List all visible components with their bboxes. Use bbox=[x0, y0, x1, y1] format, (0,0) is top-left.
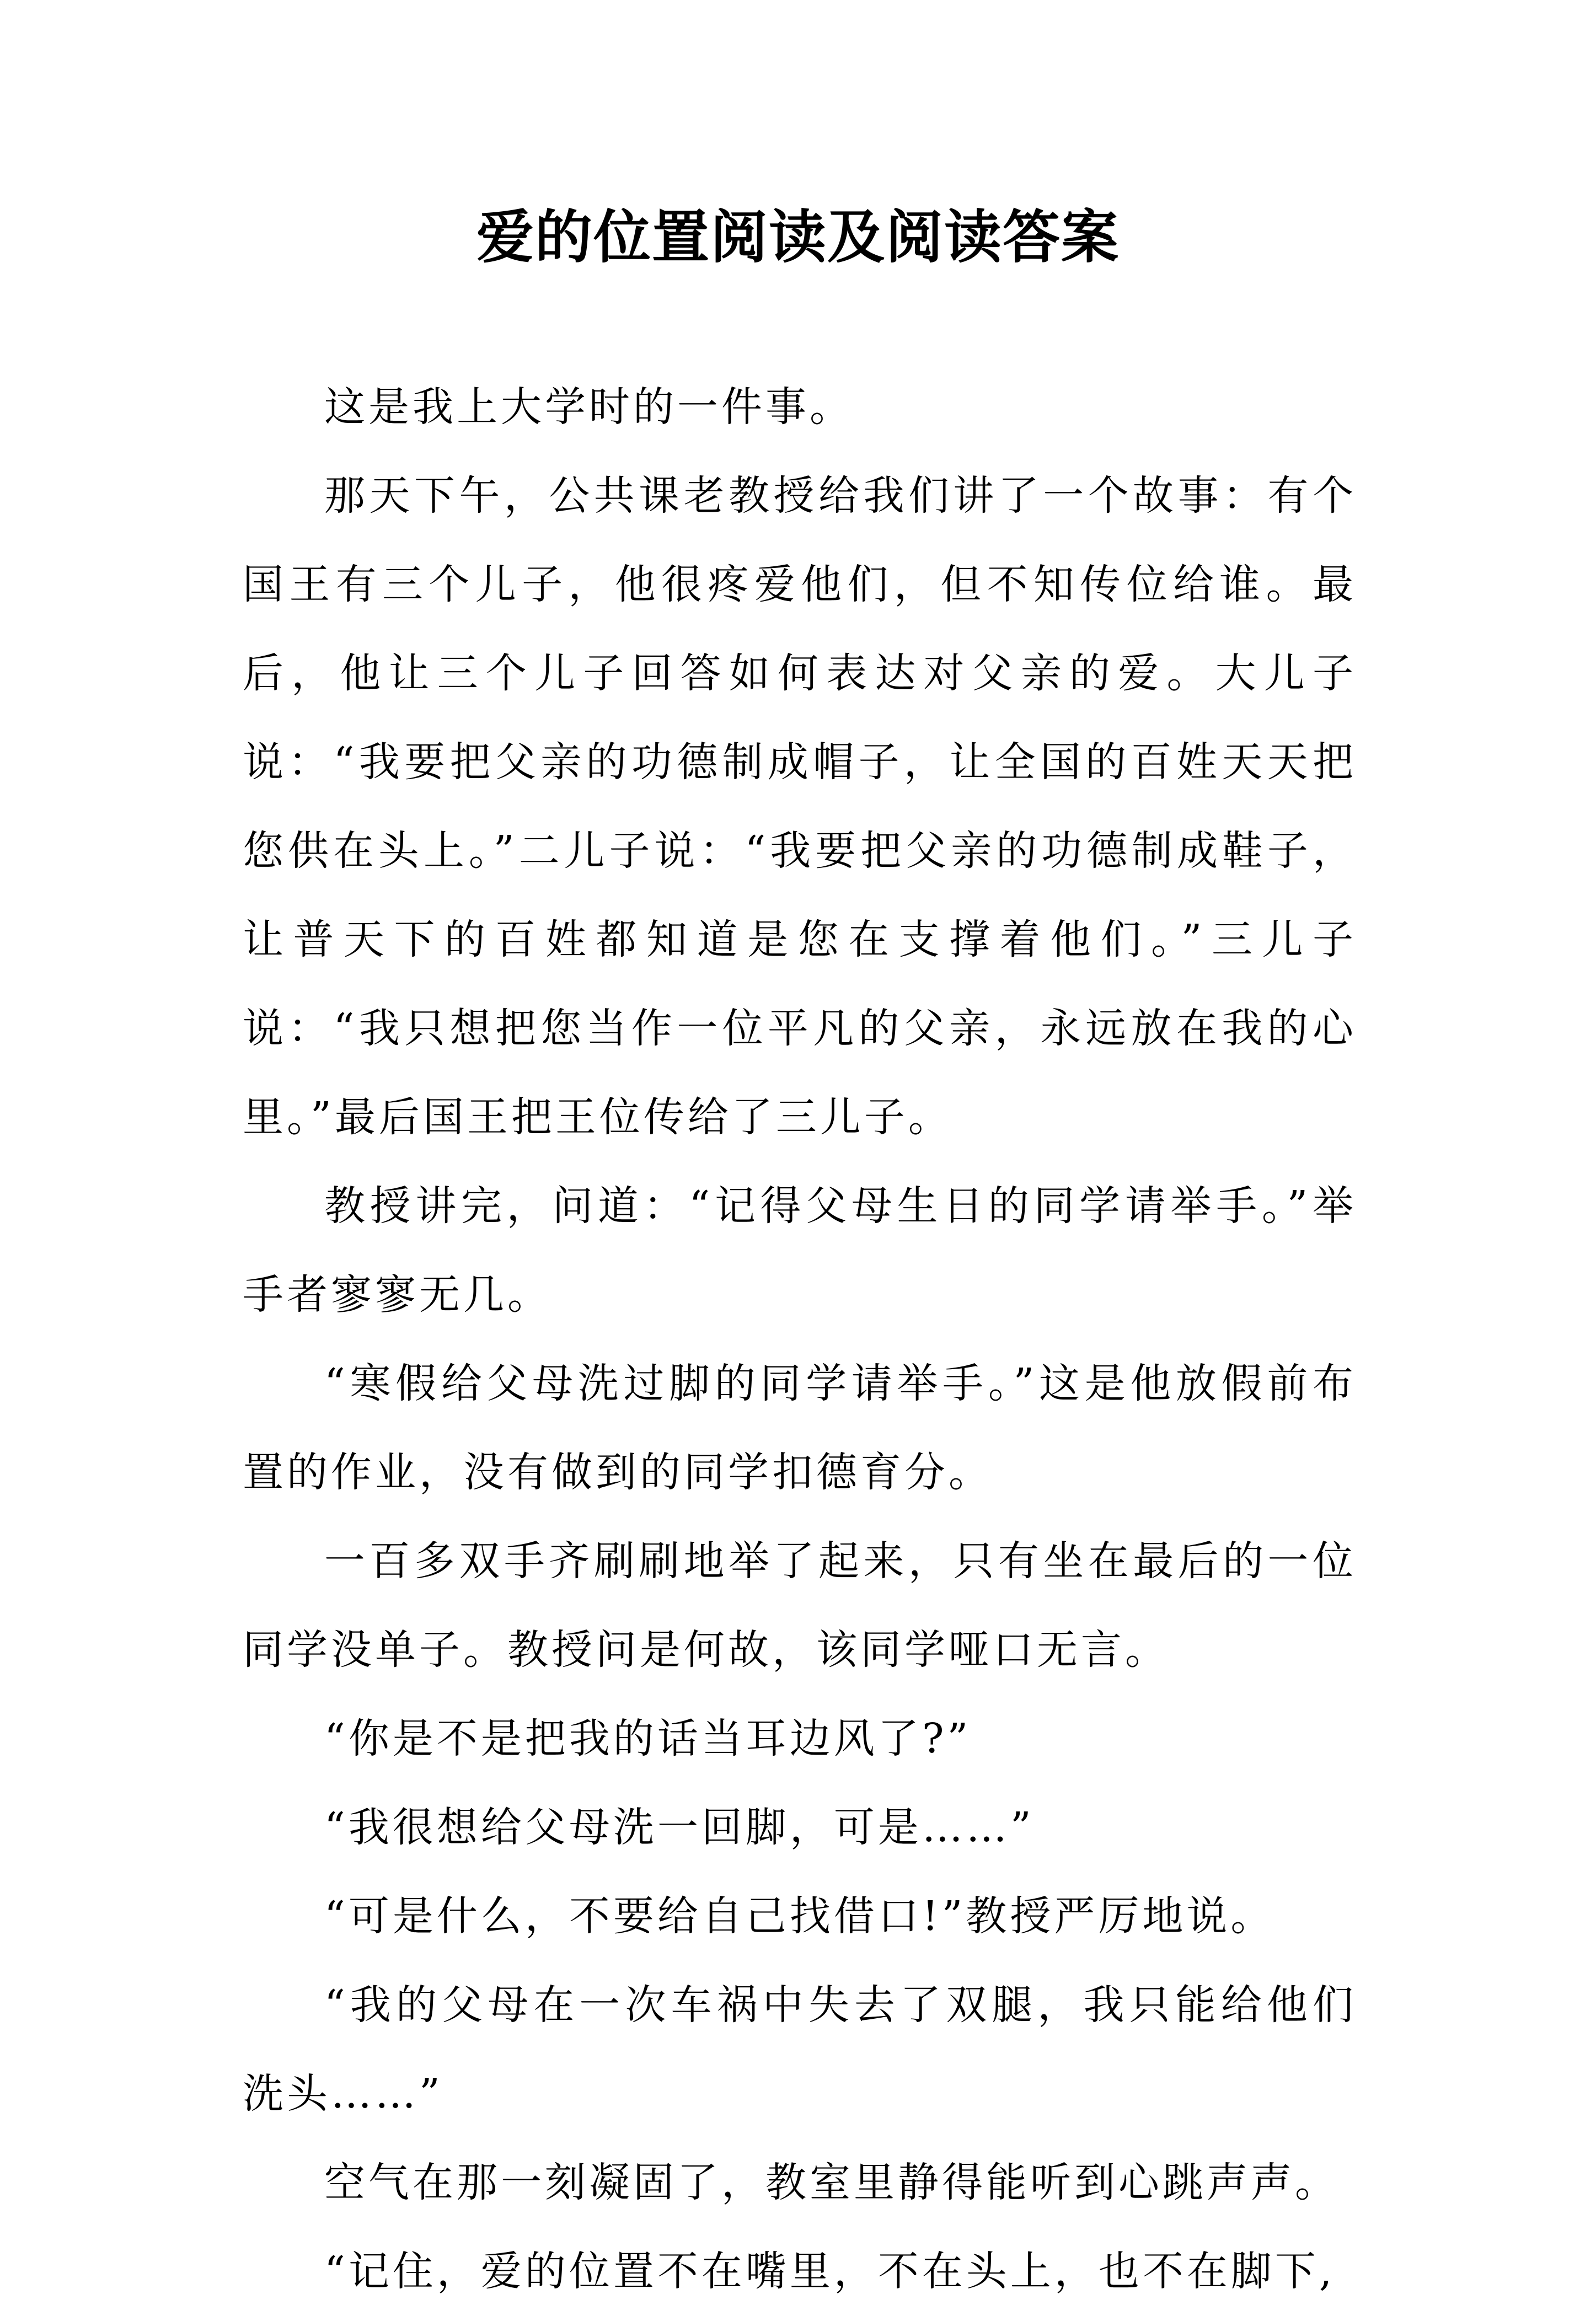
paragraph: 那天下午，公共课老教授给我们讲了一个故事：有个国王有三个儿子，他很疼爱他们，但不知传位给谁。最后，他让三个儿子回答如何表达对父亲的爱。大儿子说：“我要把父亲的功德制成帽子，让全国的百姓天天把您供在头上。”二儿子说：“我要把父亲的功德制成鞋子，让普天下的百姓都知道是您在支撑着他们。”三儿子说：“我只想把您当作一位平凡的父亲，永远放在我的心里。”最后国王把王位传给了三儿子。 bbox=[243, 472, 1357, 1141]
paragraph: 教授讲完，问道：“记得父母生日的同学请举手。”举手者寥寥无几。 bbox=[243, 1182, 1357, 1318]
paragraph: “你是不是把我的话当耳边风了?” bbox=[324, 1715, 972, 1762]
paragraph: 空气在那一刻凝固了，教室里静得能听到心跳声声。 bbox=[324, 2159, 1339, 2206]
paragraph: 一百多双手齐刷刷地举了起来，只有坐在最后的一位同学没单子。教授问是何故，该同学哑口无言。 bbox=[243, 1537, 1357, 1674]
paragraph: 这是我上大学时的一件事。 bbox=[324, 383, 854, 431]
paragraph: “我的父母在一次车祸中失去了双腿，我只能给他们洗头……” bbox=[243, 1981, 1357, 2117]
paragraph: “寒假给父母洗过脚的同学请举手。”这是他放假前布置的作业，没有做到的同学扣德育分。 bbox=[243, 1360, 1357, 1496]
document-title: 爱的位置阅读及阅读答案 bbox=[476, 203, 1120, 271]
paragraph: “可是什么，不要给自己找借口!”教授严厉地说。 bbox=[324, 1893, 1275, 1940]
paragraph: “我很想给父母洗一回脚，可是……” bbox=[324, 1804, 1035, 1851]
paragraph: “记住，爱的位置不在嘴里，不在头上，也不在脚下, bbox=[324, 2248, 1336, 2295]
document-body bbox=[243, 363, 1357, 2316]
